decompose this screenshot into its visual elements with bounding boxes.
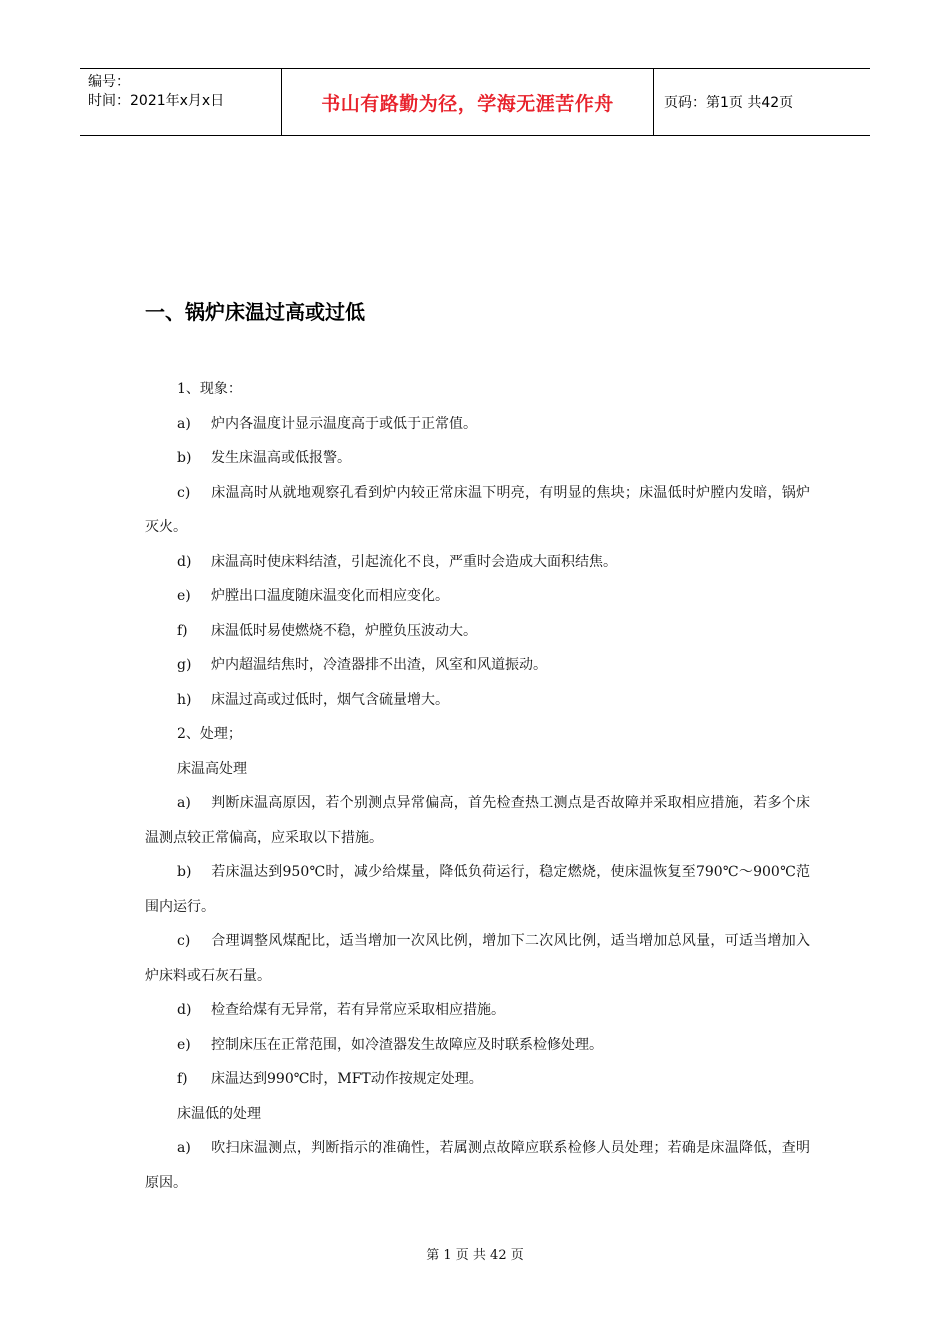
item-label: e) [177, 588, 191, 604]
item-label: a) [177, 1140, 191, 1156]
paragraph-text: 若床温达到950℃时，减少给煤量，降低负荷运行，稳定燃烧，使床温恢复至790℃～900℃范围内运行。 [145, 864, 810, 915]
paragraph-text: 2、处理； [177, 726, 242, 742]
item-label: g) [177, 657, 192, 673]
number-label: 编号： [88, 74, 130, 90]
paragraph [145, 855, 810, 924]
date-label: 时间：2021年x月x日 [88, 93, 225, 109]
item-label: c) [177, 484, 191, 501]
paragraph-text: 床温过高或过低时，烟气含硫量增大。 [211, 691, 449, 708]
paragraph-text: 吹扫床温测点，判断指示的准确性，若属测点故障应联系检修人员处理；若确是床温降低，查明原因。 [145, 1140, 810, 1191]
subsection-heading [145, 752, 810, 787]
paragraph [145, 476, 810, 545]
paragraph-text: 1、现象： [177, 381, 242, 397]
item-label: f) [177, 1071, 188, 1087]
paragraph [145, 1028, 810, 1063]
paragraph-text: 床温低时易使燃烧不稳，炉膛负压波动大。 [211, 622, 477, 639]
paragraph-text: 床温低的处理 [177, 1105, 261, 1122]
subsection-heading [145, 1097, 810, 1132]
header-motto: 书山有路勤为径，学海无涯苦作舟 [282, 69, 654, 135]
header-meta [80, 69, 282, 135]
paragraph-text: 合理调整风煤配比，适当增加一次风比例，增加下二次风比例，适当增加总风量，可适当增加入炉床料或石灰石量。 [145, 933, 810, 984]
paragraph-text: 床温高处理 [177, 760, 247, 777]
paragraph [145, 993, 810, 1028]
paragraph [145, 717, 810, 752]
item-label: d) [177, 1002, 192, 1018]
paragraph [145, 545, 810, 580]
paragraph [145, 579, 810, 614]
paragraph-text: 控制床压在正常范围，如冷渣器发生故障应及时联系检修处理。 [211, 1036, 603, 1053]
paragraph [145, 441, 810, 476]
document-body [145, 372, 810, 1200]
paragraph [145, 683, 810, 718]
paragraph [145, 648, 810, 683]
paragraph [145, 924, 810, 993]
paragraph-text: 床温高时使床料结渣，引起流化不良，严重时会造成大面积结焦。 [211, 553, 617, 570]
paragraph-text: 床温高时从就地观察孔看到炉内较正常床温下明亮，有明显的焦块；床温低时炉膛内发暗，锅炉灭火。 [145, 484, 810, 535]
header-page-info: 页码：第1页 共42页 [664, 95, 794, 111]
paragraph [145, 1062, 810, 1097]
paragraph-text: 炉膛出口温度随床温变化而相应变化。 [211, 588, 449, 604]
paragraph [145, 614, 810, 649]
item-label: f) [177, 622, 188, 639]
item-label: a) [177, 795, 191, 811]
page-footer: 第 1 页 共 42 页 [426, 1248, 524, 1263]
paragraph-text: 检查给煤有无异常，若有异常应采取相应措施。 [211, 1002, 505, 1018]
paragraph-text: 判断床温高原因，若个别测点异常偏高，首先检查热工测点是否故障并采取相应措施，若多个床温测点较正常偏高，应采取以下措施。 [145, 795, 810, 846]
paragraph-text: 床温达到990℃时，MFT动作按规定处理。 [211, 1071, 483, 1087]
paragraph [145, 1131, 810, 1200]
paragraph [145, 786, 810, 855]
item-label: a) [177, 415, 191, 432]
paragraph-text: 炉内各温度计显示温度高于或低于正常值。 [211, 415, 477, 432]
item-label: c) [177, 933, 191, 949]
item-label: e) [177, 1036, 191, 1053]
page-header [80, 68, 870, 136]
item-label: d) [177, 553, 192, 570]
item-label: h) [177, 691, 192, 708]
paragraph-text: 炉内超温结焦时，冷渣器排不出渣，风室和风道振动。 [211, 657, 547, 673]
section-title: 一、锅炉床温过高或过低 [145, 300, 365, 324]
item-label: b) [177, 450, 192, 466]
paragraph-text: 发生床温高或低报警。 [211, 450, 351, 466]
paragraph [145, 372, 810, 407]
paragraph [145, 407, 810, 442]
item-label: b) [177, 864, 192, 880]
